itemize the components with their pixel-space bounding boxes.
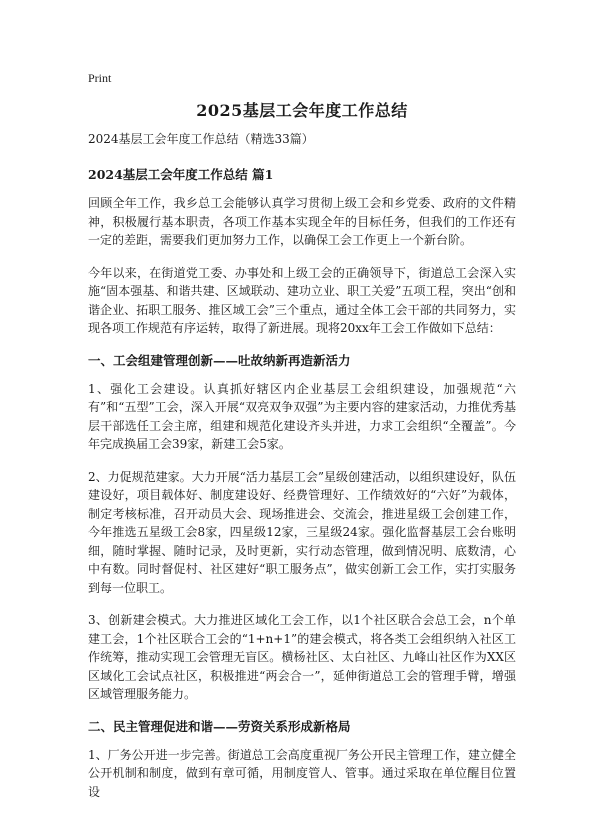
paragraph-item-3: 3、创新建会模式。大力推进区域化工会工作，以1个社区联合会总工会，n个单建工会，1个社区联合工会的“1+n+1”的建会模式，将各类工会组织纳入社区工作统筹，推动实现工会管理无盲区。横杨社区、太白社区、九峰山社区作为XX区区域化工会试点社区，积极推进“两会合一”，延伸街道总工会的管理手臂，增强区域管理服务能力。 [88, 613, 516, 701]
section-heading: 2024基层工会年度工作总结 篇1 [88, 167, 274, 182]
print-link[interactable]: Print [88, 71, 112, 85]
paragraph-overview: 今年以来，在街道党工委、办事处和上级工会的正确领导下，街道总工会深入实施“固本强基、和谐共建、区域联动、建功立业、职工关爱”五项工程，突出“创和谐企业、拓职工服务、推区域工会”三个重点，通过全体工会干部的共同努力，实现各项工作规范有序运转，取得了新进展。现将20xx年工会工作做如下总结： [88, 265, 516, 335]
document-subtitle: 2024基层工会年度工作总结（精选33篇） [88, 132, 314, 146]
document-title: 2025基层工会年度工作总结 [196, 101, 408, 120]
subsection-heading-2: 二、民主管理促进和谐——劳资关系形成新格局 [88, 718, 351, 734]
paragraph-item-1: 1、强化工会建设。认真抓好辖区内企业基层工会组织建设，加强规范“六有”和“五型”工会，深入开展“双亮双争双强”为主要内容的建家活动，力推优秀基层干部选任工会主席，组建和规范化建设齐头并进，力求工会组织“全覆盖”。今年完成换届工会39家，新建工会5家。 [88, 381, 516, 451]
paragraph-intro: 回顾全年工作，我乡总工会能够认真学习贯彻上级工会和乡党委、政府的文件精神，积极履行基本职责，各项工作基本实现全年的目标任务，但我们的工作还有一定的差距，需要我们更加努力工作，以确保工会工作更上一个新台阶。 [88, 196, 516, 247]
subsection-heading-1: 一、工会组建管理创新——吐故纳新再造新活力 [88, 352, 351, 368]
document-body [88, 130, 516, 815]
paragraph-item-2: 2、力促规范建家。大力开展“活力基层工会”星级创建活动，以组织建设好，队伍建设好，项目载体好、制度建设好、经费管理好、工作绩效好的“六好”为载体，制定考核标准，召开动员大会、现场推进会、交流会，推进星级工会创建工作，今年推选五星级工会8家，四星级12家，三星级24家。强化监督基层工会台账明细，随时掌握、随时记录，及时更新，实行动态管理，做到情况明、底数清，心中有数。同时督促村、社区建好“职工服务点”，做实创新工会工作，实打实服务到每一位职工。 [88, 469, 516, 595]
paragraph-item-4: 1、厂务公开进一步完善。街道总工会高度重视厂务公开民主管理工作，建立健全公开机制和制度，做到有章可循，用制度管人、管事。通过采取在单位醒目位置设 [88, 747, 516, 799]
